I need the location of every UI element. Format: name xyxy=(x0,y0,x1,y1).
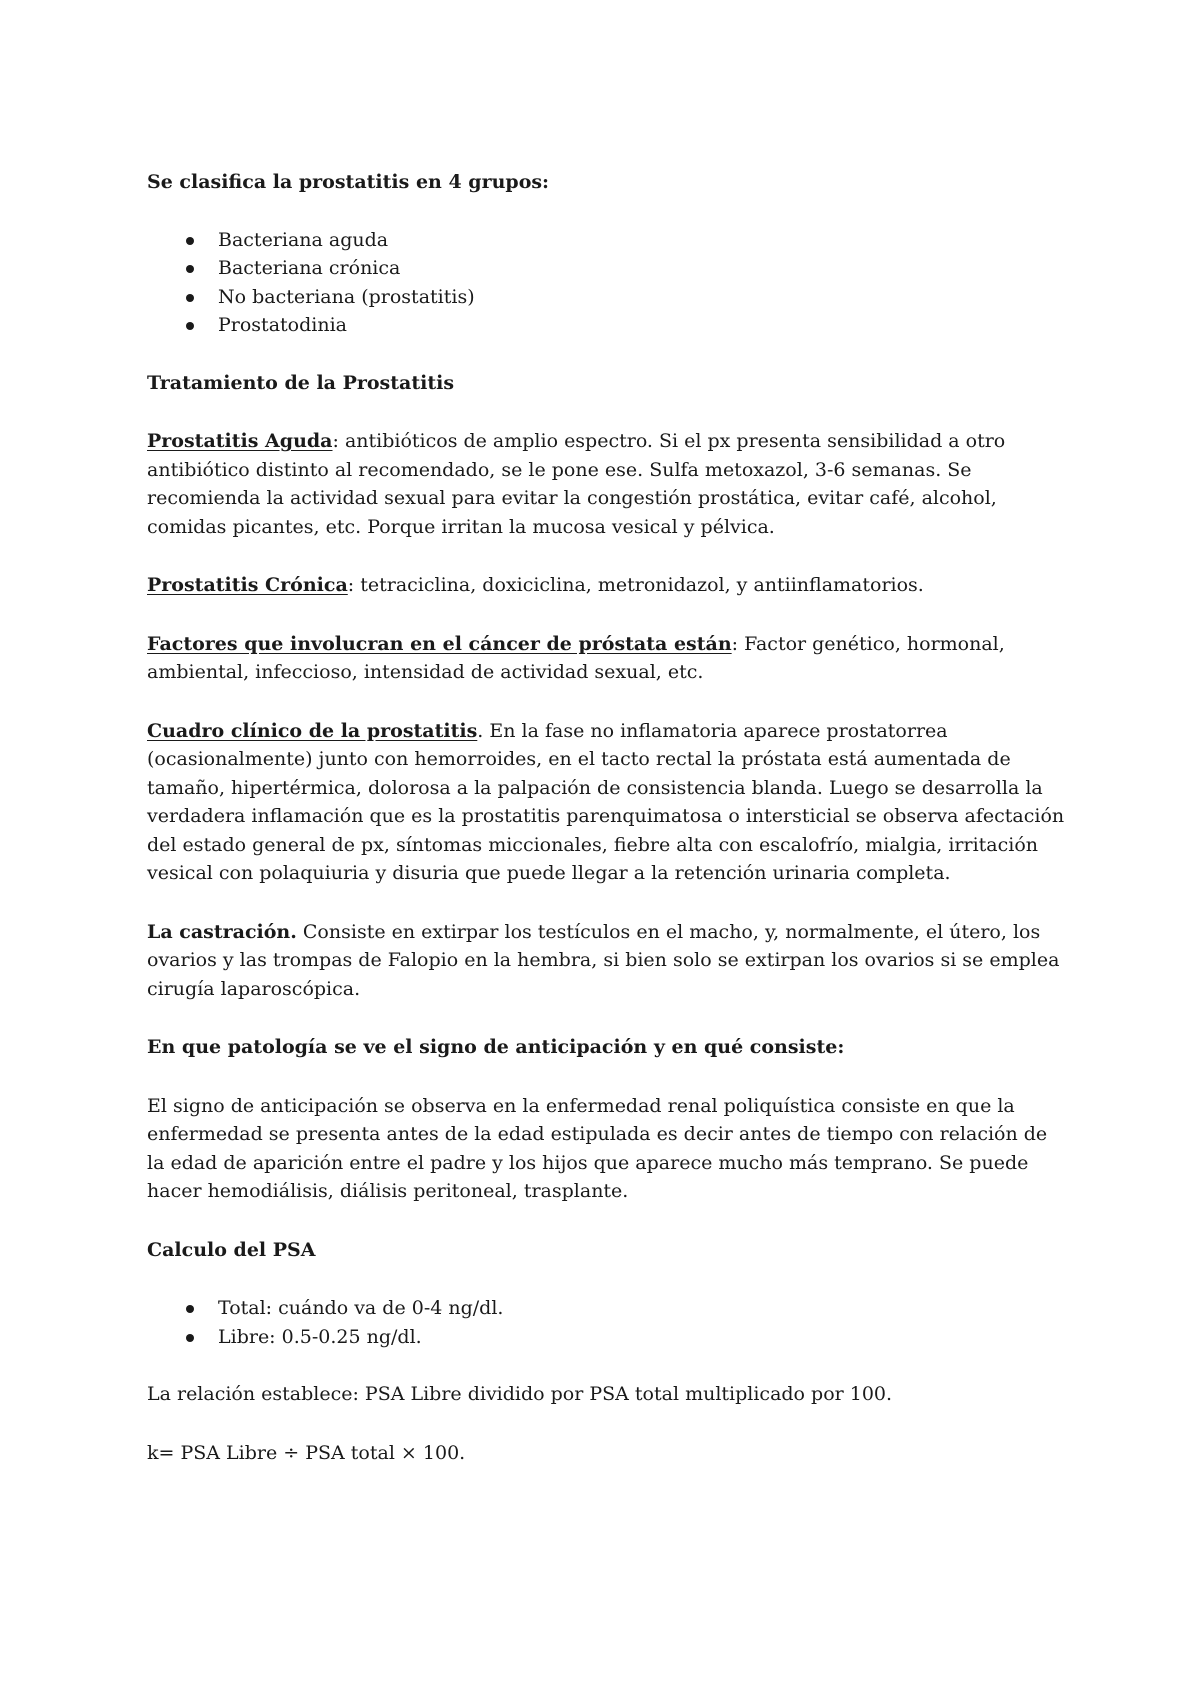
psa-list xyxy=(147,1294,1067,1351)
clinical-picture-label: Cuadro clínico de la prostatitis xyxy=(147,719,478,742)
list-item xyxy=(147,1323,1067,1352)
bullet-icon xyxy=(186,294,194,302)
bullet-icon xyxy=(186,1305,194,1313)
psa-formula: k= PSA Libre ÷ PSA total × 100. xyxy=(147,1441,466,1464)
list-item-text: Bacteriana aguda xyxy=(218,228,389,251)
cancer-factors-label: Factores que involucran en el cáncer de próstata están xyxy=(147,632,732,655)
list-item-text: Bacteriana crónica xyxy=(218,257,401,279)
treatment-heading: Tratamiento de la Prostatitis xyxy=(147,371,455,394)
list-item xyxy=(147,1294,1067,1323)
document-page xyxy=(147,168,1067,1467)
bullet-icon xyxy=(186,237,194,245)
castration-paragraph xyxy=(147,918,1067,1004)
acute-prostatitis-text: : antibióticos de amplio espectro. Si el px presenta sensibilidad a otro antibiótico distinto al recomendado, se le pone ese. Sulfa metoxazol, 3-6 semanas. Se recomienda la actividad sexual para evitar la congestión prostática, evitar café, alcohol, comidas picantes, etc. Porque irritan la mucosa vesical y pélvica. xyxy=(147,430,1006,538)
classification-list xyxy=(147,226,1067,340)
acute-prostatitis-label: Prostatitis Aguda xyxy=(147,430,333,452)
bullet-icon xyxy=(186,322,194,330)
list-item-text: Total: cuándo va de 0-4 ng/dl. xyxy=(218,1297,504,1319)
cancer-factors-text: : Factor genético, hormonal, ambiental, infeccioso, intensidad de actividad sexual, etc. xyxy=(147,632,1005,683)
chronic-prostatitis-text: : tetraciclina, doxiciclina, metronidazol, y antiinflamatorios. xyxy=(347,574,924,596)
castration-text: Consiste en extirpar los testículos en el macho, y, normalmente, el útero, los ovarios y las trompas de Falopio en la hembra, si bien solo se extirpan los ovarios si se emplea cirugía laparoscópica. xyxy=(147,920,1060,1000)
acute-prostatitis-paragraph xyxy=(147,427,1067,541)
list-item-text: No bacteriana (prostatitis) xyxy=(218,285,475,308)
anticipation-heading: En que patología se ve el signo de anticipación y en qué consiste: xyxy=(147,1036,845,1058)
cancer-factors-paragraph xyxy=(147,630,1067,687)
list-item xyxy=(147,311,1067,340)
anticipation-paragraph: El signo de anticipación se observa en la enfermedad renal poliquística consiste en que la enfermedad se presenta antes de la edad estipulada es decir antes de tiempo con relación de la edad de aparición entre el padre y los hijos que aparece mucho más temprano. Se puede hacer hemodiálisis, diálisis peritoneal, trasplante. xyxy=(147,1094,1048,1202)
bullet-icon xyxy=(186,265,194,273)
clinical-picture-paragraph xyxy=(147,717,1067,888)
list-item-text: Libre: 0.5-0.25 ng/dl. xyxy=(218,1325,422,1348)
psa-heading: Calculo del PSA xyxy=(147,1238,316,1261)
list-item xyxy=(147,254,1067,283)
list-item xyxy=(147,226,1067,255)
bullet-icon xyxy=(186,1334,194,1342)
classification-heading: Se clasifica la prostatitis en 4 grupos: xyxy=(147,171,550,193)
psa-relation-paragraph: La relación establece: PSA Libre dividido por PSA total multiplicado por 100. xyxy=(147,1383,893,1405)
castration-label: La castración. xyxy=(147,920,297,943)
clinical-picture-text: . En la fase no inflamatoria aparece prostatorrea (ocasionalmente) junto con hemorroides, en el tacto rectal la próstata está aumentada de tamaño, hipertérmica, dolorosa a la palpación de consistencia blanda. Luego se desarrolla la verdadera inflamación que es la prostatitis parenquimatosa o intersticial se observa afectación del estado general de px, síntomas miccionales, fiebre alta con escalofrío, mialgia, irritación vesical con polaquiuria y disuria que puede llegar a la retención urinaria completa. xyxy=(147,719,1065,884)
list-item xyxy=(147,283,1067,312)
chronic-prostatitis-paragraph xyxy=(147,571,1067,600)
chronic-prostatitis-label: Prostatitis Crónica xyxy=(147,574,348,596)
list-item-text: Prostatodinia xyxy=(218,314,347,336)
